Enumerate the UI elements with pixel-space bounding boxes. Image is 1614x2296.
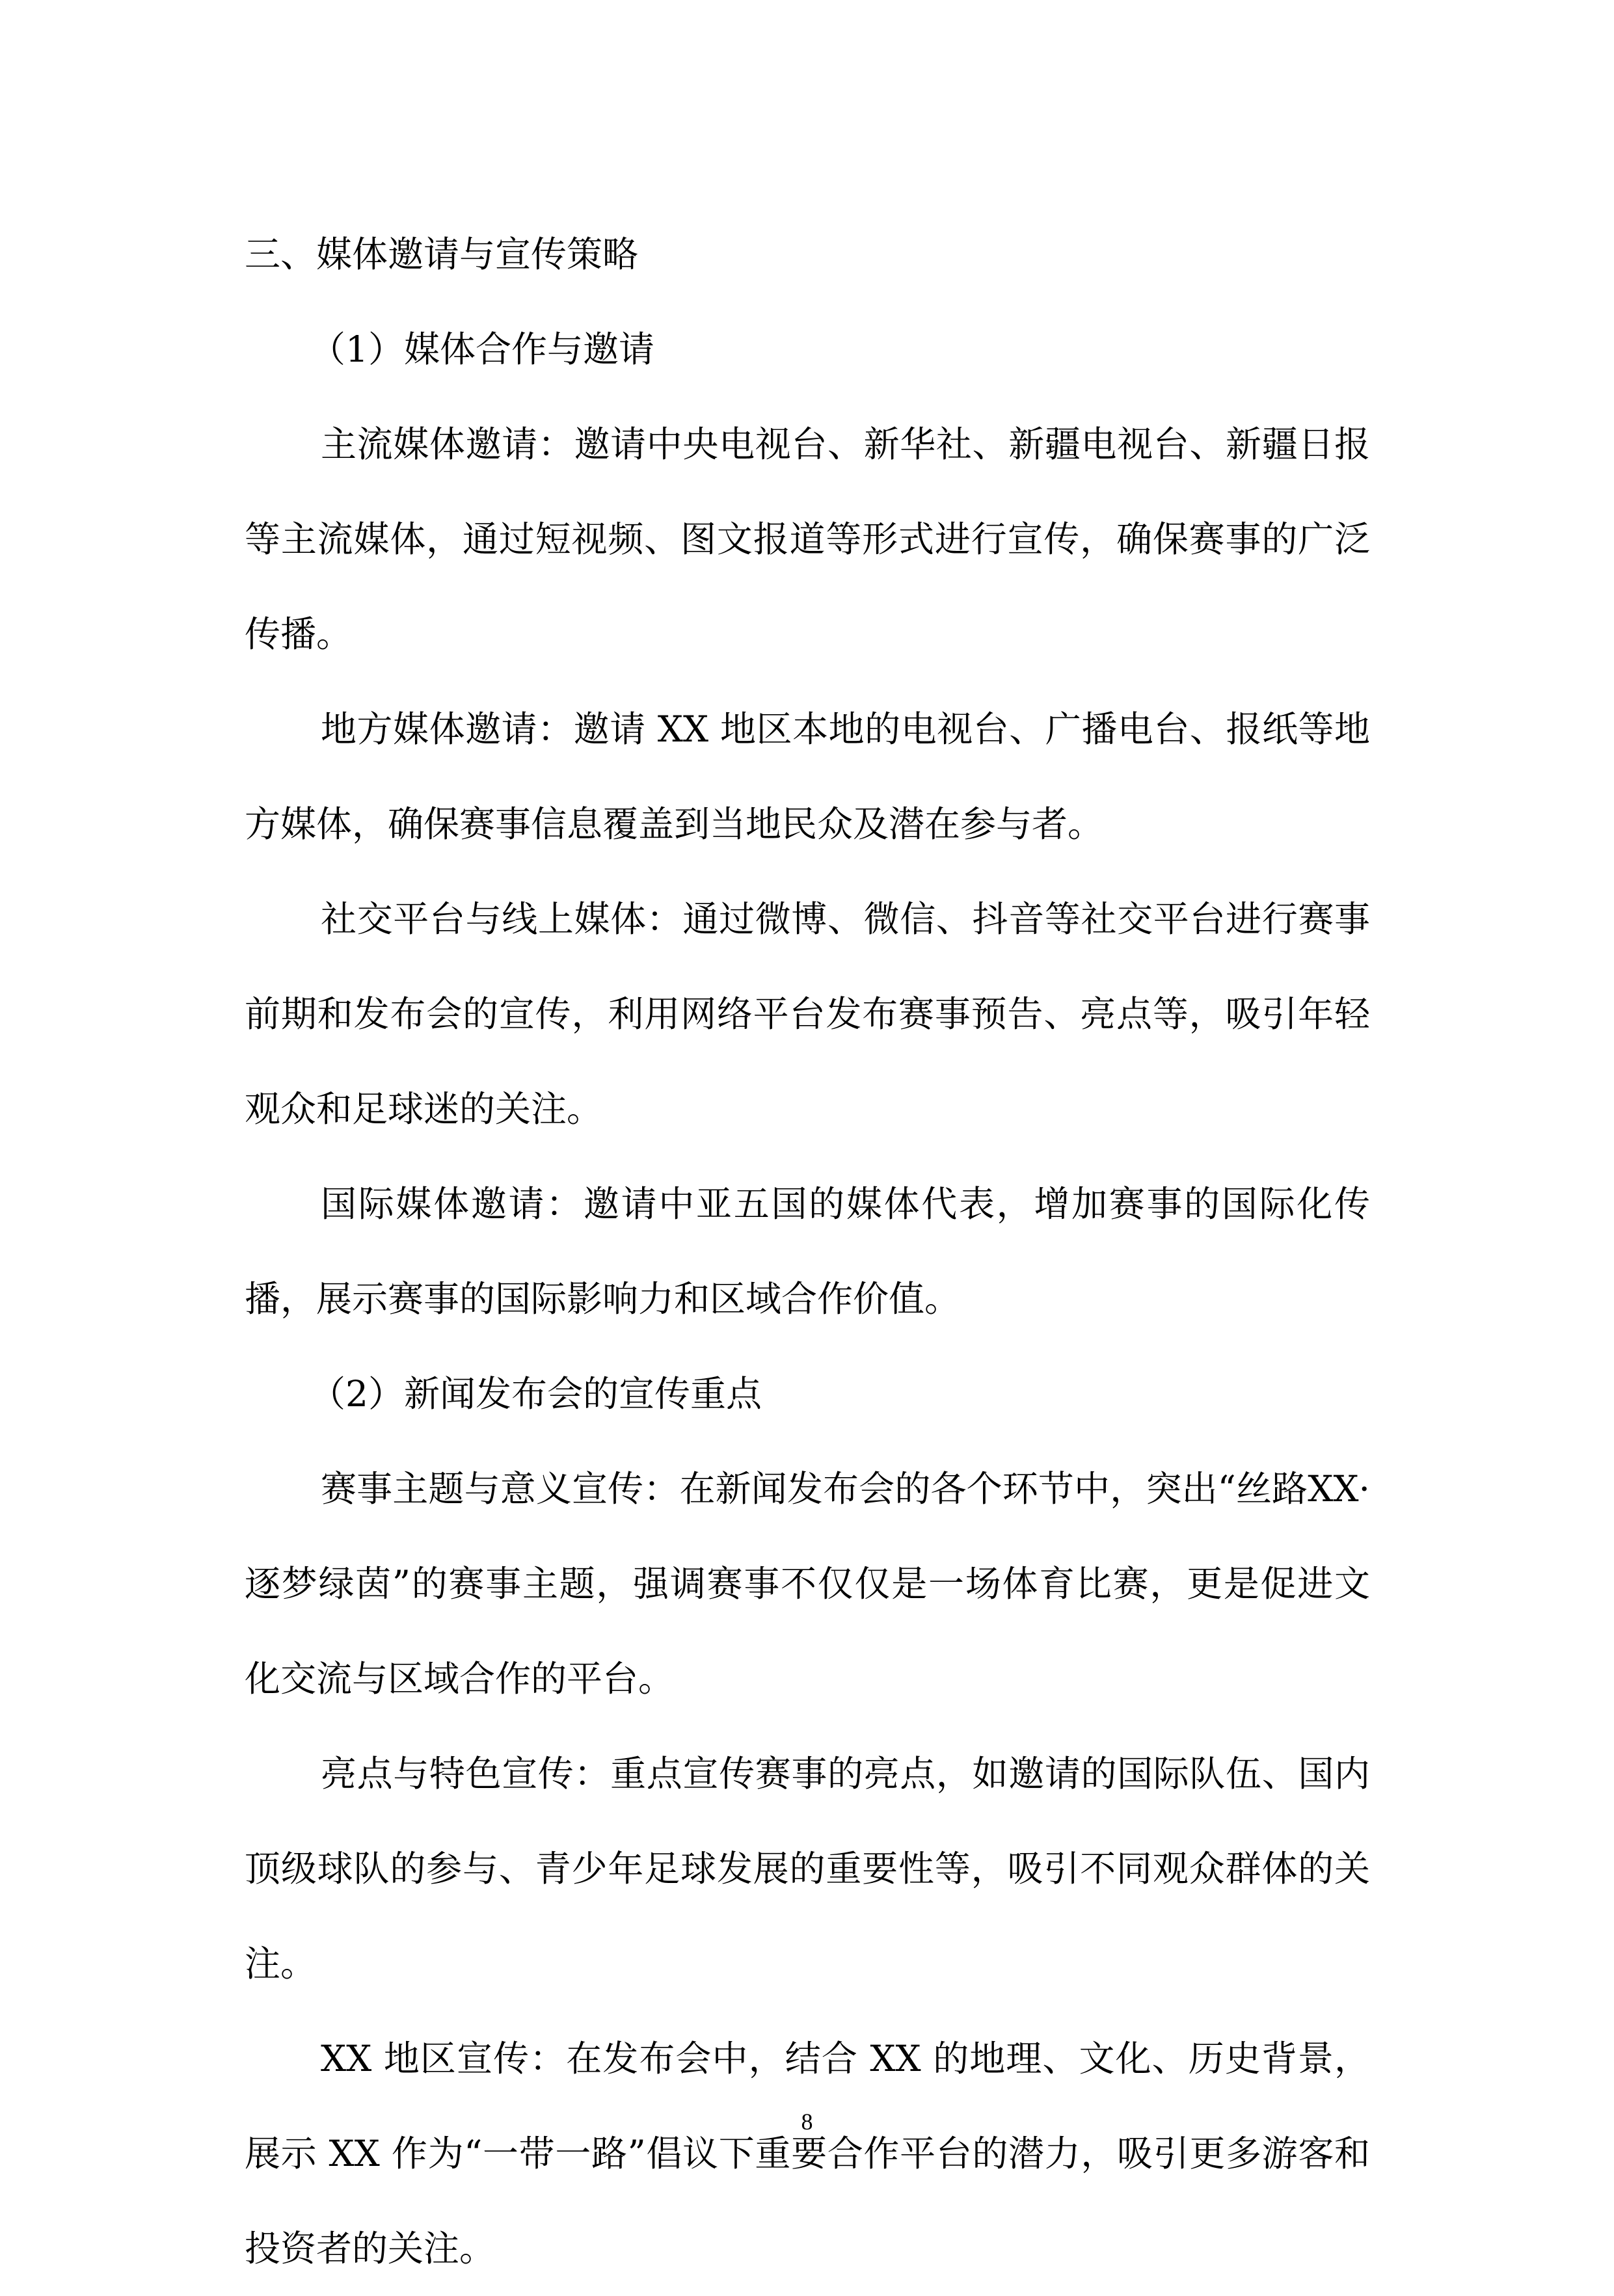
- paragraph-local-media: 地方媒体邀请：邀请 XX 地区本地的电视台、广播电台、报纸等地方媒体，确保赛事信息覆盖到当地民众及潜在参与者。: [245, 708, 1370, 845]
- paragraph-mainstream-media: 主流媒体邀请：邀请中央电视台、新华社、新疆电视台、新疆日报等主流媒体，通过短视频、图文报道等形式进行宣传，确保赛事的广泛传播。: [245, 423, 1370, 655]
- paragraph-social-media: 社交平台与线上媒体：通过微博、微信、抖音等社交平台进行赛事前期和发布会的宣传，利用网络平台发布赛事预告、亮点等，吸引年轻观众和足球迷的关注。: [245, 898, 1370, 1130]
- page-number: 8: [801, 2109, 813, 2135]
- page-body: [245, 207, 1370, 2296]
- paragraph-theme-promotion: 赛事主题与意义宣传：在新闻发布会的各个环节中，突出“丝路XX·逐梦绿茵”的赛事主题，强调赛事不仅仅是一场体育比赛，更是促进文化交流与区域合作的平台。: [245, 1468, 1370, 1700]
- subsection-heading-2: （2）新闻发布会的宣传重点: [310, 1373, 762, 1415]
- paragraph-international-media: 国际媒体邀请：邀请中亚五国的媒体代表，增加赛事的国际化传播，展示赛事的国际影响力和区域合作价值。: [245, 1183, 1370, 1320]
- subsection-heading-1: （1）媒体合作与邀请: [310, 328, 654, 370]
- section-heading: 三、媒体邀请与宣传策略: [245, 234, 639, 275]
- paragraph-highlights-promotion: 亮点与特色宣传：重点宣传赛事的亮点，如邀请的国际队伍、国内顶级球队的参与、青少年足球发展的重要性等，吸引不同观众群体的关注。: [245, 1753, 1370, 1984]
- paragraph-region-promotion: XX 地区宣传：在发布会中，结合 XX 的地理、文化、历史背景，展示 XX 作为“一带一路”倡议下重要合作平台的潜力，吸引更多游客和投资者的关注。: [245, 2038, 1370, 2269]
